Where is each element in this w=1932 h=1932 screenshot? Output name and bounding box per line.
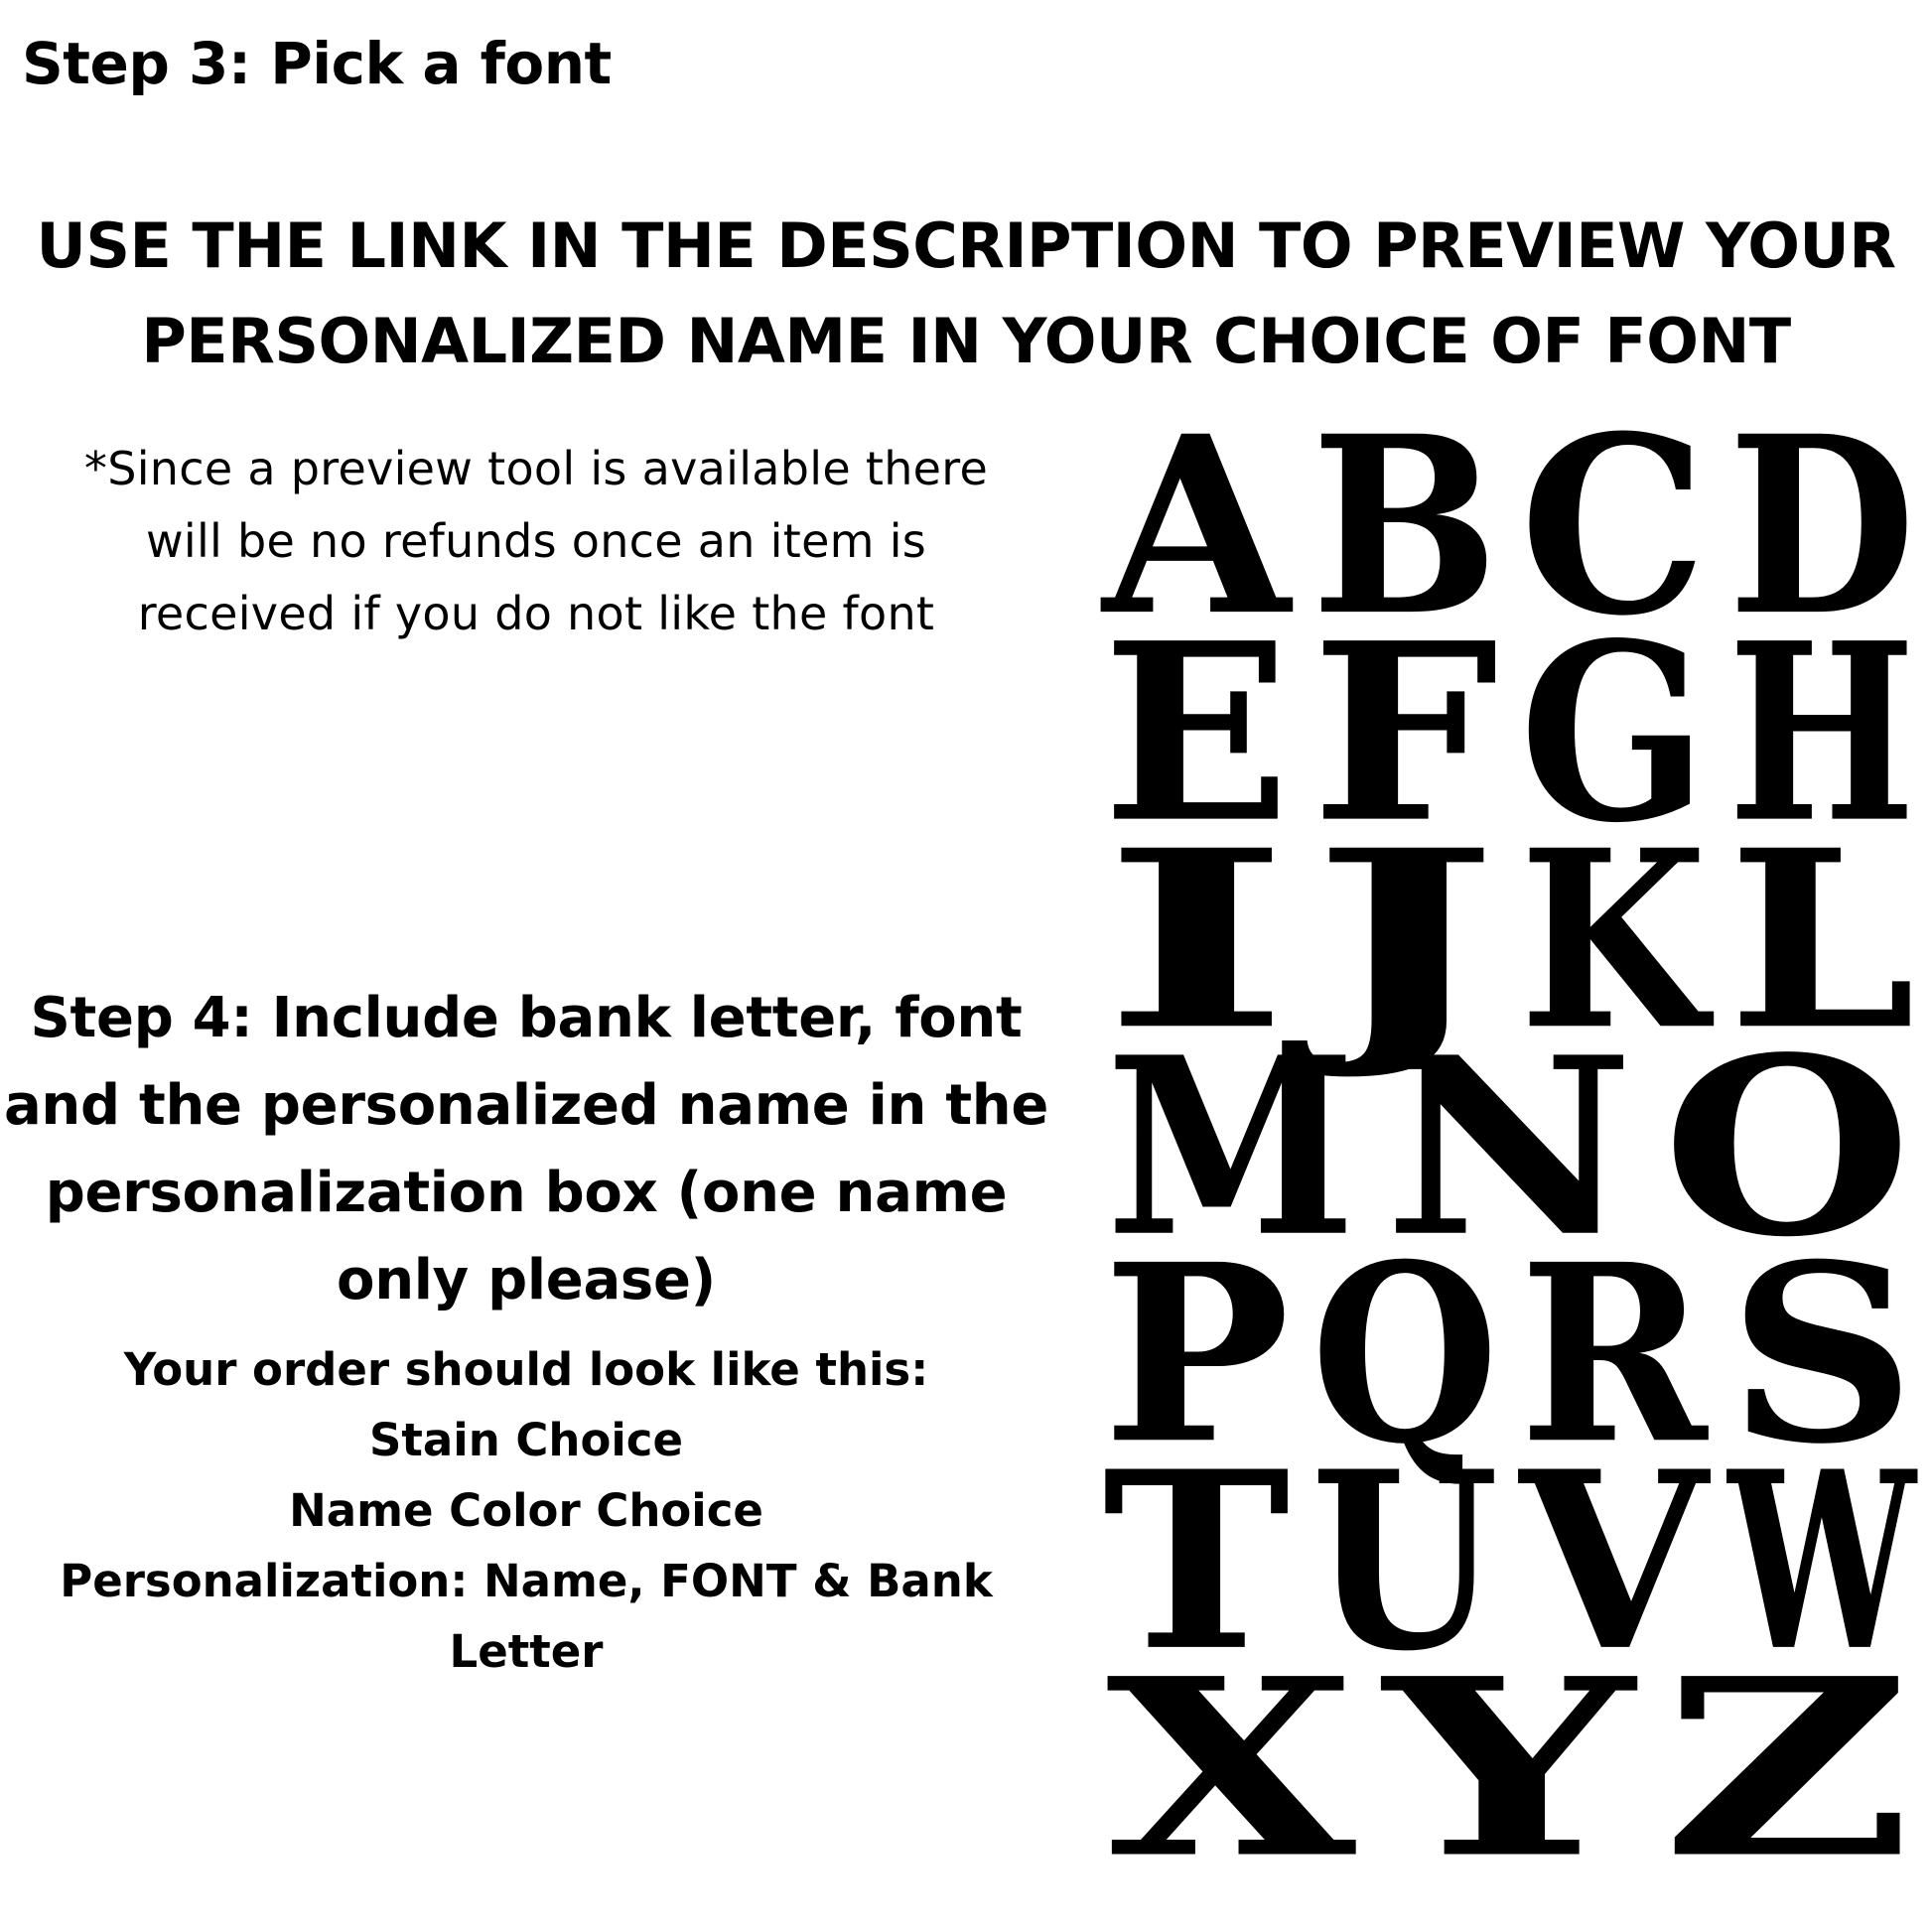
font-sample-letter-m: M [1106, 1004, 1356, 1292]
font-sample-letter-b: B [1311, 417, 1499, 671]
headline-line-1: USE THE LINK IN THE DESCRIPTION TO PREVIEW YOUR [36, 209, 1896, 282]
step-4-line-1: Step 4: Include bank letter, font [30, 986, 1023, 1050]
font-sample-letter-k: K [1519, 797, 1715, 1085]
order-example-line-2: Stain Choice [368, 1414, 683, 1466]
step-4-line-4: only please) [337, 1248, 716, 1312]
step-4-line-2: and the personalized name in the [3, 1073, 1049, 1138]
step-4-line-3: personalization box (one name [45, 1161, 1008, 1225]
font-sample-letter-n: N [1384, 1004, 1634, 1292]
font-sample-letter-l: L [1727, 797, 1916, 1085]
font-sample-letter-z: Z [1662, 1625, 1912, 1866]
disclaimer-line-1: *Since a preview tool is available there [83, 442, 989, 495]
font-sample-letter-p: P [1102, 1211, 1291, 1499]
no-refund-disclaimer [10, 433, 1062, 650]
font-sample-letter-c: C [1519, 417, 1708, 671]
font-sample-letter-s: S [1727, 1211, 1916, 1499]
font-sample-svg [1092, 417, 1926, 1866]
font-sample-letter-d: D [1727, 417, 1916, 671]
font-sample-letter-h: H [1727, 590, 1916, 878]
font-sample-letter-x: X [1106, 1625, 1357, 1866]
font-sample-letter-r: R [1519, 1211, 1709, 1499]
font-sample-alphabet [1092, 417, 1926, 1866]
font-sample-letter-i: I [1102, 797, 1291, 1085]
font-sample-letter-g: G [1519, 590, 1708, 878]
step-3-heading: Step 3: Pick a font [22, 30, 612, 97]
font-sample-letter-q: Q [1311, 1211, 1499, 1499]
font-sample-letter-y: Y [1379, 1625, 1638, 1866]
order-example-line-1: Your order should look like this: [123, 1343, 929, 1396]
order-example-line-4: Personalization: Name, FONT & Bank [60, 1555, 993, 1607]
font-sample-letter-w: W [1725, 1418, 1918, 1706]
preview-link-headline [10, 199, 1922, 389]
font-sample-letter-e: E [1102, 590, 1291, 878]
font-sample-letter-o: O [1662, 1004, 1912, 1292]
font-sample-row-7 [1106, 1626, 1912, 1867]
headline-line-2: PERSONALIZED NAME IN YOUR CHOICE OF FONT [141, 305, 1791, 377]
font-sample-letter-f: F [1311, 590, 1499, 878]
step-4-heading [0, 975, 1052, 1324]
font-sample-letter-v: V [1517, 1418, 1712, 1706]
disclaimer-line-3: received if you do not like the font [137, 587, 935, 640]
order-example-line-3: Name Color Choice [289, 1484, 763, 1537]
font-sample-letter-j: J [1280, 797, 1499, 1085]
font-sample-letter-t: T [1102, 1418, 1291, 1706]
font-sample-letter-u: U [1311, 1418, 1499, 1706]
order-example-line-5: Letter [449, 1625, 604, 1678]
order-example [0, 1334, 1052, 1687]
font-sample-letter-a: A [1100, 417, 1294, 671]
disclaimer-line-2: will be no refunds once an item is [145, 514, 927, 568]
